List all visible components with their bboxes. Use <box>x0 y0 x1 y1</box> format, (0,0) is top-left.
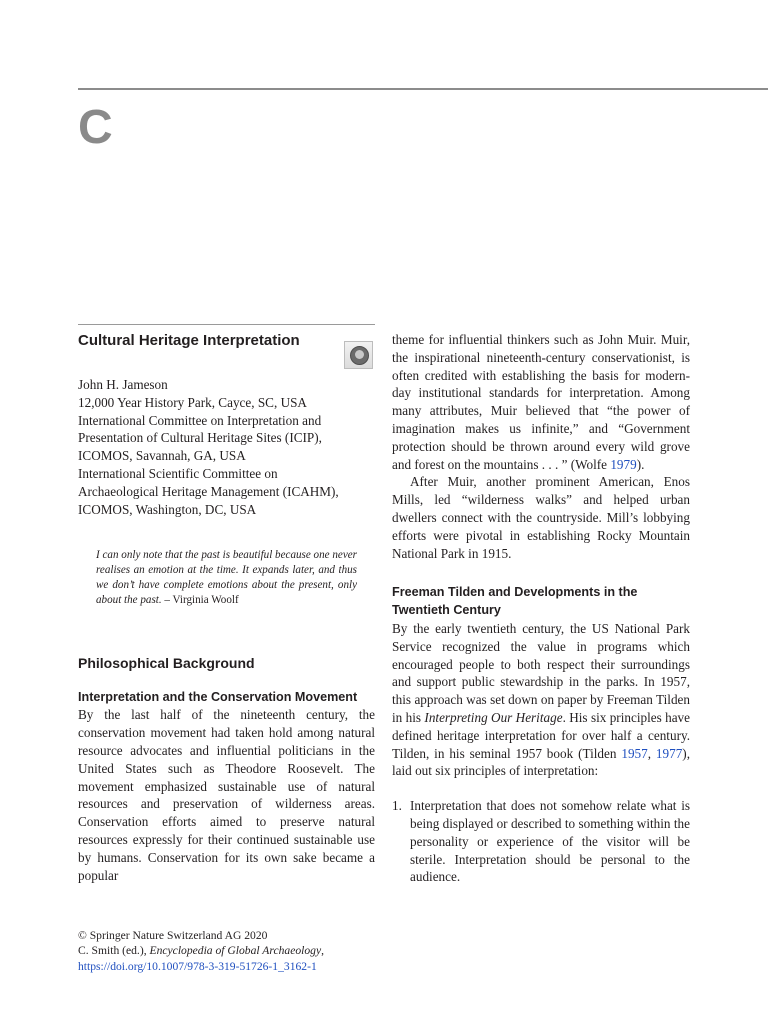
affiliation-line: Presentation of Cultural Heritage Sites (ICIP), <box>78 430 322 446</box>
citation-link[interactable]: 1979 <box>610 456 637 472</box>
footer <box>78 928 324 974</box>
paragraph-text: ), laid out six principles of interpretation: <box>392 745 690 779</box>
body-paragraph <box>392 620 690 780</box>
author-block <box>78 376 375 518</box>
epigraph-quote: I can only note that the past is beautiful because one never realises an emotion at the time. It expands later, and thus we don’t have complete emotions about the present, only about the past. <box>96 549 357 606</box>
copyright-line: © Springer Nature Switzerland AG 2020 <box>78 929 268 942</box>
subsection-heading: Interpretation and the Conservation Movement <box>78 689 358 704</box>
crossmark-badge <box>350 346 369 365</box>
affiliation-line: 12,000 Year History Park, Cayce, SC, USA <box>78 394 307 410</box>
citation-text: , <box>321 944 325 958</box>
body-paragraph: After Muir, another prominent American, Enos Mills, led “wilderness walks” and helped urban dwellers connect with the countryside. Mill’s lobbying efforts were pivotal in establishing Rocky Mountain National Park in 1915. <box>392 474 690 561</box>
list-number: 1. <box>392 798 402 814</box>
list-text: Interpretation that does not somehow relate what is being displayed or described to something within the personality or experience of the visitor will be sterile. Interpretation should be personal to the audience. <box>410 798 690 885</box>
paragraph-text: By the early twentieth century, the US National Park Service recognized the value in programs which encouraged people to both respect their surroundings and support public stewardship in the parks. In 1957, this approach was set down on paper by Freeman Tilden in his <box>392 620 690 725</box>
crossmark-icon[interactable] <box>344 341 373 369</box>
entry-title: Cultural Heritage Interpretation <box>78 332 300 349</box>
affiliation-line: ICOMOS, Savannah, GA, USA <box>78 448 246 464</box>
right-column <box>392 331 690 886</box>
affiliation-line: International Committee on Interpretation and <box>78 412 322 428</box>
affiliation-line: International Scientific Committee on <box>78 465 278 481</box>
epigraph-attribution: Virginia Woolf <box>172 593 239 606</box>
top-rule <box>78 88 768 90</box>
section-letter: C <box>78 101 113 154</box>
citation-line <box>78 943 324 958</box>
title-rule <box>78 324 375 325</box>
epigraph-dash: – <box>161 593 173 606</box>
paragraph-text: , <box>647 745 656 761</box>
author-name: John H. Jameson <box>78 377 168 392</box>
body-paragraph <box>392 331 690 473</box>
citation-text: C. Smith (ed.), <box>78 944 150 958</box>
section-heading: Philosophical Background <box>78 654 255 671</box>
paragraph-text: ). <box>636 456 645 472</box>
affiliation-line: Archaeological Heritage Management (ICAHM), <box>78 483 339 499</box>
subsection-heading: Freeman Tilden and Developments in the Twentieth Century <box>392 585 638 618</box>
citation-link[interactable]: 1957 <box>621 745 648 761</box>
entry-header <box>78 332 375 350</box>
principles-list <box>392 797 690 886</box>
book-title: Interpreting Our Heritage <box>424 709 563 725</box>
list-item <box>392 797 690 886</box>
affiliation-line: ICOMOS, Washington, DC, USA <box>78 501 257 517</box>
paragraph-text: theme for influential thinkers such as John Muir. Muir, the inspirational nineteenth-century conservationist, is often credited with establishing the basis for modern-day institutional standards for interpretation. Among many attributes, Muir believed that “the power of imagination makes us infinite,” and “Government protection should be thrown around every wild grove and forest on the mountains . . . ” (Wolfe <box>392 332 690 472</box>
paragraph-text: . His six principles have defined heritage interpretation for over half a century. Tilden, in his seminal 1957 book (Tilden <box>392 709 690 761</box>
citation-link[interactable]: 1977 <box>655 745 683 761</box>
encyclopedia-title: Encyclopedia of Global Archaeology <box>149 944 322 958</box>
left-column <box>78 324 375 884</box>
epigraph <box>96 548 357 607</box>
body-paragraph: By the last half of the nineteenth century, the conservation movement had taken hold among natural resource advocates and influential politicians in the United States such as Theodore Roosevelt. The movement emphasized sustainable use of natural resources and preservation of wilderness areas. Conservation efforts aimed to preserve natural resources expressly for their continued sustainable use by humans. Conservation for its own sake became a popular <box>78 707 375 883</box>
doi-link[interactable]: https://doi.org/10.1007/978-3-319-51726-1_3162-1 <box>78 959 317 973</box>
